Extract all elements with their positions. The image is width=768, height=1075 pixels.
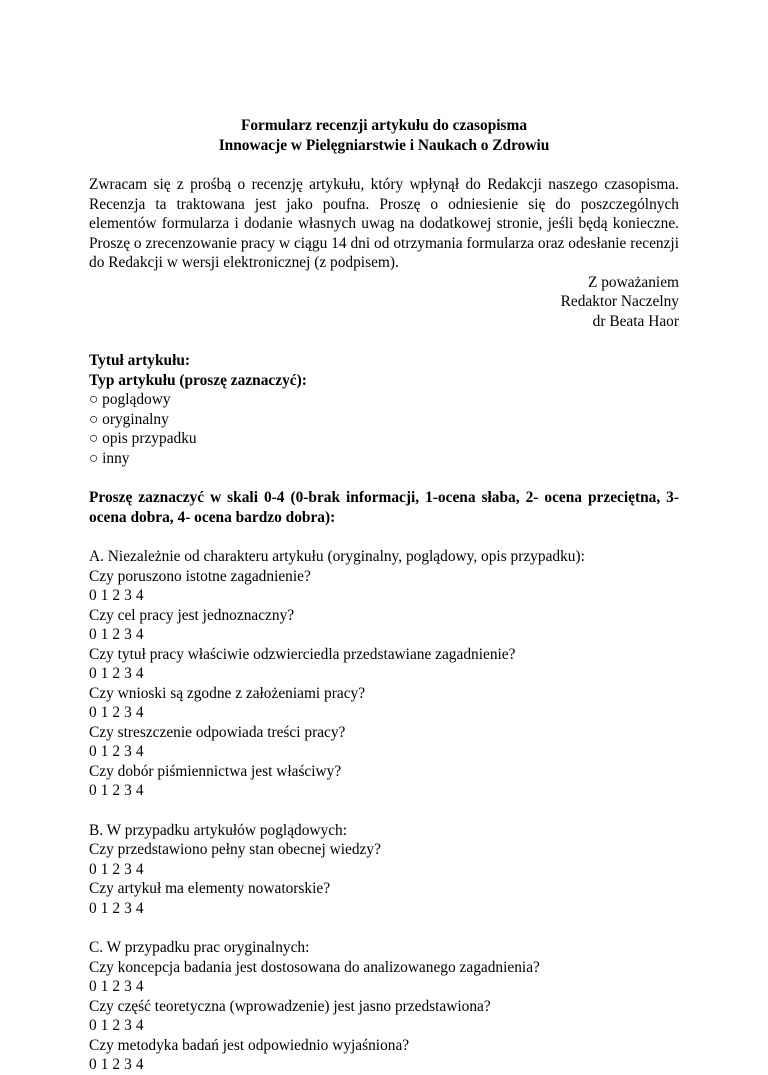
rating-option[interactable]: 3: [124, 978, 132, 995]
rating-scale: [89, 1016, 679, 1036]
rating-option[interactable]: 4: [135, 704, 144, 721]
rating-option[interactable]: 4: [135, 978, 144, 995]
rating-option[interactable]: 0: [89, 704, 97, 721]
rating-option[interactable]: 1: [100, 587, 109, 604]
rating-option[interactable]: 2: [112, 704, 121, 721]
form-title: [89, 116, 679, 155]
intro-block: [89, 175, 679, 331]
rating-option[interactable]: 1: [100, 1056, 109, 1073]
rating-option[interactable]: 1: [100, 860, 109, 878]
rating-option[interactable]: 4: [135, 743, 144, 760]
rating-option[interactable]: 2: [112, 860, 121, 878]
rating-section: [89, 938, 679, 1075]
signature-role: Redaktor Naczelny: [560, 293, 679, 310]
rating-option[interactable]: 0: [89, 626, 97, 643]
rating-option[interactable]: 3: [124, 899, 132, 917]
question-text: Czy poruszono istotne zagadnienie?: [89, 567, 311, 585]
question-text: Czy dobór piśmiennictwa jest właściwy?: [89, 762, 342, 780]
rating-option[interactable]: 1: [100, 743, 109, 760]
rating-option[interactable]: 0: [89, 743, 97, 760]
section-header: B. W przypadku artykułów poglądowych:: [89, 821, 348, 839]
rating-section: [89, 547, 679, 801]
rating-option[interactable]: 2: [112, 782, 121, 799]
rating-option[interactable]: 1: [100, 626, 109, 643]
rating-scale: [89, 899, 679, 919]
rating-option[interactable]: 4: [135, 1017, 144, 1034]
rating-option[interactable]: 3: [124, 626, 132, 643]
article-type-option[interactable]: ○ inny: [89, 449, 130, 467]
signature-block: [89, 273, 679, 332]
rating-option[interactable]: 4: [135, 899, 144, 917]
rating-option[interactable]: 2: [112, 626, 121, 643]
rating-option[interactable]: 3: [124, 782, 132, 799]
rating-option[interactable]: 4: [135, 782, 144, 799]
article-type-label: Typ artykułu (proszę zaznaczyć):: [89, 371, 307, 389]
intro-paragraph: Zwracam się z prośbą o recenzję artykułu, który wpłynął do Redakcji naszego czasopisma. Recenzja ta traktowana jest jako poufna. Proszę o odniesienie się do poszczególnych elementów formularza i dodanie własnych uwag na dodatkowej stronie, jeśli będą konieczne. Proszę o zrecenzowanie pracy w ciągu 14 dni od otrzymania formularza oraz odesłanie recenzji do Redakcji w wersji elektronicznej (z podpisem).: [89, 176, 679, 271]
rating-option[interactable]: 3: [124, 587, 132, 604]
rating-option[interactable]: 4: [135, 626, 144, 643]
question-text: Czy wnioski są zgodne z założeniami pracy?: [89, 684, 366, 702]
document-page: [89, 116, 679, 1075]
question-text: Czy cel pracy jest jednoznaczny?: [89, 606, 295, 624]
rating-option[interactable]: 3: [124, 860, 132, 878]
rating-scale: [89, 703, 679, 723]
article-meta: [89, 351, 679, 468]
rating-option[interactable]: 4: [135, 1056, 144, 1073]
question-text: Czy część teoretyczna (wprowadzenie) jest jasno przedstawiona?: [89, 997, 491, 1015]
rating-option[interactable]: 0: [89, 1056, 97, 1073]
question-text: Czy koncepcja badania jest dostosowana do analizowanego zagadnienia?: [89, 958, 540, 976]
section-header: A. Niezależnie od charakteru artykułu (oryginalny, poglądowy, opis przypadku):: [89, 548, 585, 565]
question-text: Czy metodyka badań jest odpowiednio wyjaśniona?: [89, 1036, 410, 1054]
rating-option[interactable]: 1: [100, 782, 109, 799]
rating-option[interactable]: 0: [89, 782, 97, 799]
rating-option[interactable]: 3: [124, 1056, 132, 1073]
rating-option[interactable]: 2: [112, 587, 121, 604]
rating-option[interactable]: 1: [100, 899, 109, 917]
rating-option[interactable]: 1: [100, 1017, 109, 1034]
rating-option[interactable]: 3: [124, 1017, 132, 1034]
rating-option[interactable]: 1: [100, 704, 109, 721]
rating-option[interactable]: 3: [124, 704, 132, 721]
question-text: Czy streszczenie odpowiada treści pracy?: [89, 723, 346, 741]
section-header: C. W przypadku prac oryginalnych:: [89, 939, 310, 956]
rating-option[interactable]: 4: [135, 587, 144, 604]
rating-option[interactable]: 0: [89, 665, 97, 682]
rating-option[interactable]: 2: [112, 743, 121, 760]
scale-instructions: Proszę zaznaczyć w skali 0-4 (0-brak informacji, 1-ocena słaba, 2- ocena przeciętna, 3- ocena dobra, 4- ocena bardzo dobra):: [89, 489, 679, 526]
rating-scale: [89, 781, 679, 801]
rating-option[interactable]: 2: [112, 665, 121, 682]
rating-option[interactable]: 0: [89, 899, 97, 917]
rating-scale: [89, 625, 679, 645]
rating-option[interactable]: 3: [124, 743, 132, 760]
rating-scale: [89, 664, 679, 684]
signature-closing: Z poważaniem: [587, 273, 679, 291]
rating-option[interactable]: 2: [112, 899, 121, 917]
rating-option[interactable]: 0: [89, 860, 97, 878]
article-title-label: Tytuł artykułu:: [89, 352, 191, 369]
article-type-option[interactable]: ○ opis przypadku: [89, 430, 197, 447]
rating-option[interactable]: 1: [100, 978, 109, 995]
rating-sections: [89, 547, 679, 1075]
rating-section: [89, 821, 679, 919]
article-type-option[interactable]: ○ oryginalny: [89, 410, 169, 428]
question-text: Czy przedstawiono pełny stan obecnej wiedzy?: [89, 841, 381, 858]
article-type-option[interactable]: ○ poglądowy: [89, 391, 171, 408]
rating-option[interactable]: 4: [135, 860, 144, 878]
form-title-line-1: Formularz recenzji artykułu do czasopisma: [240, 117, 528, 134]
rating-option[interactable]: 1: [100, 665, 109, 682]
rating-option[interactable]: 2: [112, 1017, 121, 1034]
signature-name: dr Beata Haor: [592, 312, 679, 330]
rating-option[interactable]: 0: [89, 978, 97, 995]
rating-scale: [89, 586, 679, 606]
form-title-line-2: Innowacje w Pielęgniarstwie i Naukach o Zdrowiu: [218, 136, 550, 154]
rating-scale: [89, 742, 679, 762]
rating-option[interactable]: 2: [112, 1056, 121, 1073]
rating-option[interactable]: 3: [124, 665, 132, 682]
rating-scale: [89, 860, 679, 880]
rating-option[interactable]: 0: [89, 1017, 97, 1034]
rating-scale: [89, 1055, 679, 1075]
rating-option[interactable]: 4: [135, 665, 144, 682]
question-text: Czy artykuł ma elementy nowatorskie?: [89, 880, 331, 897]
rating-option[interactable]: 2: [112, 978, 121, 995]
rating-option[interactable]: 0: [89, 587, 97, 604]
question-text: Czy tytuł pracy właściwie odzwierciedla przedstawiane zagadnienie?: [89, 645, 516, 663]
